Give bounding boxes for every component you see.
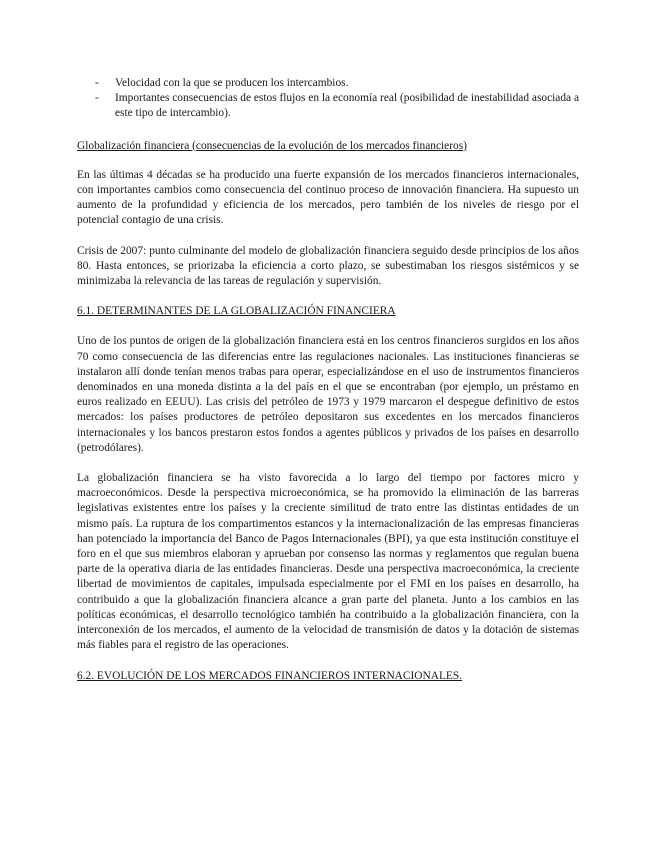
paragraph: En las últimas 4 décadas se ha producido una fuerte expansión de los mercados financieros internacionales, con importantes cambios como consecuencia del continuo proceso de innovación financiera. Ha supuesto un aumento de la profundidad y eficiencia de los mercados, pero también de los niveles de riesgo por el potencial contagio de una crisis.	[77, 168, 579, 227]
paragraph: La globalización financiera se ha visto favorecida a lo largo del tiempo por factores micro y macroeconómicos. Desde la perspectiva microeconómica, se ha promovido la eliminación de las barreras legislativas existentes entre los países y la creciente similitud de trato entre las distintas entidades de un mismo país. La ruptura de los compartimentos estancos y la internacionalización de las empresas financieras han potenciado la importancia del Banco de Pagos Internacionales (BPI), ya que esta institución constituye el foro en el que sus miembros elaboran y aprueban por consenso las normas y reglamentos que regulan buena parte de la operativa diaria de las entidades financieras. Desde una perspectiva macroeconómica, la creciente libertad de movimientos de capitales, impulsada especialmente por el FMI en los países en desarrollo, ha contribuido a que la globalización financiera alcance a gran parte del planeta. Junto a los cambios en las políticas económicas, el desarrollo tecnológico también ha contribuido a la globalización financiera, con la interconexión de los mercados, el aumento de la velocidad de transmisión de datos y la dotación de sistemas más fiables para el registro de las operaciones.	[77, 472, 579, 652]
bullet-text: Importantes consecuencias de estos flujos en la economía real (posibilidad de inestabilidad asociada a este tipo de intercambio).	[115, 92, 580, 120]
bullet-dash: -	[95, 77, 99, 89]
bullet-text: Velocidad con la que se producen los intercambios.	[115, 77, 349, 89]
section-heading-6-1: 6.1. DETERMINANTES DE LA GLOBALIZACIÓN FINANCIERA	[77, 305, 396, 318]
section-heading-6-2: 6.2. EVOLUCIÓN DE LOS MERCADOS FINANCIEROS INTERNACIONALES.	[77, 669, 463, 682]
paragraph: Crisis de 2007: punto culminante del modelo de globalización financiera seguido desde principios de los años 80. Hasta entonces, se priorizaba la eficiencia a corto plazo, se subestimaban los riesgos sistémicos y se minimizaba la relevancia de las tareas de regulación y supervisión.	[77, 244, 579, 288]
bullet-dash: -	[95, 92, 99, 105]
section-heading-globalizacion: Globalización financiera (consecuencias de la evolución de los mercados financieros)	[77, 139, 467, 152]
paragraph: Uno de los puntos de origen de la globalización financiera está en los centros financieros surgidos en los años 70 como consecuencia de las diferencias entre las regulaciones nacionales. Las instituciones financieras se instalaron allí donde tenían menos trabas para operar, especializándose en el uso de instrumentos financieros denominados en una moneda distinta a la del país en el que se encontraban (por ejemplo, un préstamo en euros realizado en EEUU). Las crisis del petróleo de 1973 y 1979 marcaron el despegue definitivo de estos mercados: los países productores de petróleo depositaron sus excedentes en los mercados financieros internacionales y los bancos prestaron estos fondos a agentes públicos y privados de los países en desarrollo (petrodólares).	[77, 335, 579, 454]
list-item	[77, 91, 579, 121]
bullet-list	[77, 76, 579, 122]
list-item	[77, 76, 579, 91]
document-page	[77, 76, 579, 684]
